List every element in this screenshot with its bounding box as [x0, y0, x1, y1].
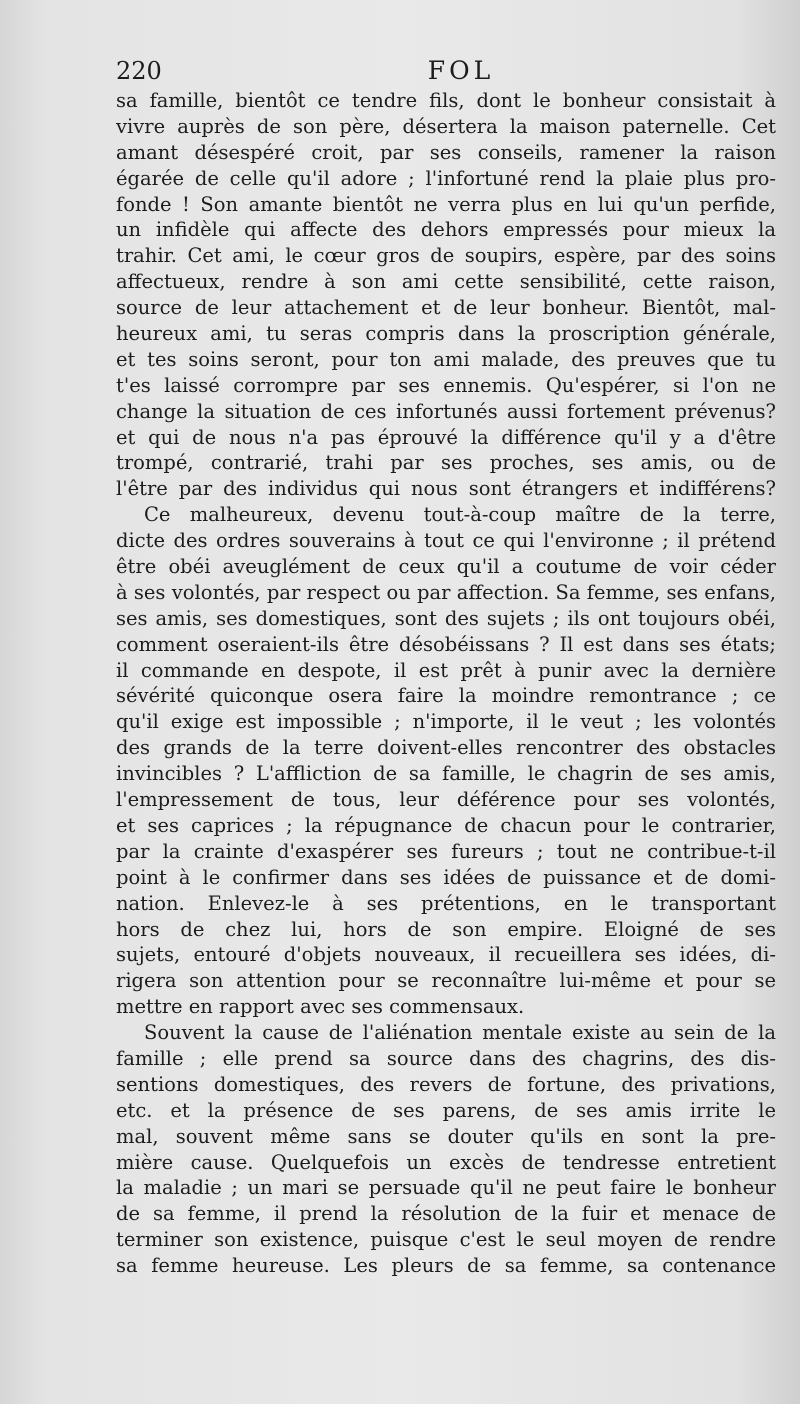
text-line: Ce malheureux, devenu tout-à-coup maître de la terre, [144, 503, 776, 527]
text-line: fonde ! Son amante bientôt ne verra plus en lui qu'un perfide, [116, 192, 776, 216]
text-line: sujets, entouré d'objets nouveaux, il recueillera ses idées, di- [116, 943, 776, 967]
text-line: sa femme heureuse. Les pleurs de sa femme, sa contenance [116, 1254, 776, 1278]
text-line: nation. Enlevez-le à ses prétentions, en le transportant [116, 891, 776, 915]
text-line: trahir. Cet ami, le cœur gros de soupirs, espère, par des soins [116, 244, 776, 268]
text-line: de sa femme, il prend la résolution de la fuir et menace de [116, 1202, 776, 1226]
text-line: à ses volontés, par respect ou par affection. Sa femme, ses enfans, [116, 580, 776, 604]
text-line: et qui de nous n'a pas éprouvé la différence qu'il y a d'être [116, 425, 776, 449]
text-line: trompé, contrarié, trahi par ses proches, ses amis, ou de [116, 451, 776, 475]
page-number: 220 [116, 57, 162, 85]
text-line: source de leur attachement et de leur bonheur. Bientôt, mal- [116, 296, 776, 320]
text-line: sentions domestiques, des revers de fortune, des privations, [116, 1072, 776, 1096]
text-line: t'es laissé corrompre par ses ennemis. Qu'espérer, si l'on ne [116, 373, 776, 397]
text-line: l'empressement de tous, leur déférence pour ses volontés, [116, 788, 776, 812]
text-line: qu'il exige est impossible ; n'importe, il le veut ; les volontés [116, 710, 776, 734]
text-line: des grands de la terre doivent-elles rencontrer des obstacles [116, 736, 776, 760]
text-line: amant désespéré croit, par ses conseils, ramener la raison [116, 140, 776, 164]
text-line: et ses caprices ; la répugnance de chacun pour le contrarier, [116, 813, 776, 837]
text-line: comment oseraient-ils être désobéissans ? Il est dans ses états; [116, 632, 776, 656]
running-head: FOL [427, 56, 495, 85]
text-line: affectueux, rendre à son ami cette sensibilité, cette raison, [116, 270, 776, 294]
page-header [116, 56, 776, 86]
text-line: point à le confirmer dans ses idées de puissance et de domi- [116, 865, 776, 889]
text-line: dicte des ordres souverains à tout ce qui l'environne ; il prétend [116, 529, 776, 553]
text-line: invincibles ? L'affliction de sa famille, le chagrin de ses amis, [116, 762, 776, 786]
text-line: et tes soins seront, pour ton ami malade, des preuves que tu [116, 347, 776, 371]
text-line: Souvent la cause de l'aliénation mentale existe au sein de la [144, 1021, 776, 1045]
text-line: terminer son existence, puisque c'est le seul moyen de rendre [116, 1228, 776, 1252]
text-line: la maladie ; un mari se persuade qu'il ne peut faire le bonheur [116, 1176, 776, 1200]
text-line: égarée de celle qu'il adore ; l'infortuné rend la plaie plus pro- [116, 166, 776, 190]
text-line: l'être par des individus qui nous sont étrangers et indifférens? [116, 477, 776, 501]
text-line: heureux ami, tu seras compris dans la proscription générale, [116, 322, 776, 346]
text-line: mière cause. Quelquefois un excès de tendresse entretient [116, 1150, 776, 1174]
text-line: vivre auprès de son père, désertera la maison paternelle. Cet [116, 114, 776, 138]
text-line: ses amis, ses domestiques, sont des sujets ; ils ont toujours obéi, [116, 606, 776, 630]
body-text [116, 88, 776, 1279]
text-line: change la situation de ces infortunés aussi fortement prévenus? [116, 399, 776, 423]
text-line: un infidèle qui affecte des dehors empressés pour mieux la [116, 218, 776, 242]
text-line: sa famille, bientôt ce tendre fils, dont le bonheur consistait à [116, 89, 776, 112]
text-line: par la crainte d'exaspérer ses fureurs ; tout ne contribue-t-il [116, 839, 776, 863]
text-line: mal, souvent même sans se douter qu'ils en sont la pre- [116, 1124, 776, 1148]
text-line: etc. et la présence de ses parens, de ses amis irrite le [116, 1098, 776, 1122]
text-line: hors de chez lui, hors de son empire. Eloigné de ses [116, 917, 776, 941]
text-line: être obéi aveuglément de ceux qu'il a coutume de voir céder [116, 555, 776, 579]
text-line: il commande en despote, il est prêt à punir avec la dernière [116, 658, 776, 682]
text-line: rigera son attention pour se reconnaître lui-même et pour se [116, 969, 776, 993]
text-line: sévérité quiconque osera faire la moindre remontrance ; ce [116, 684, 776, 708]
text-line: famille ; elle prend sa source dans des chagrins, des dis- [116, 1046, 776, 1070]
text-line: mettre en rapport avec ses commensaux. [116, 995, 525, 1019]
